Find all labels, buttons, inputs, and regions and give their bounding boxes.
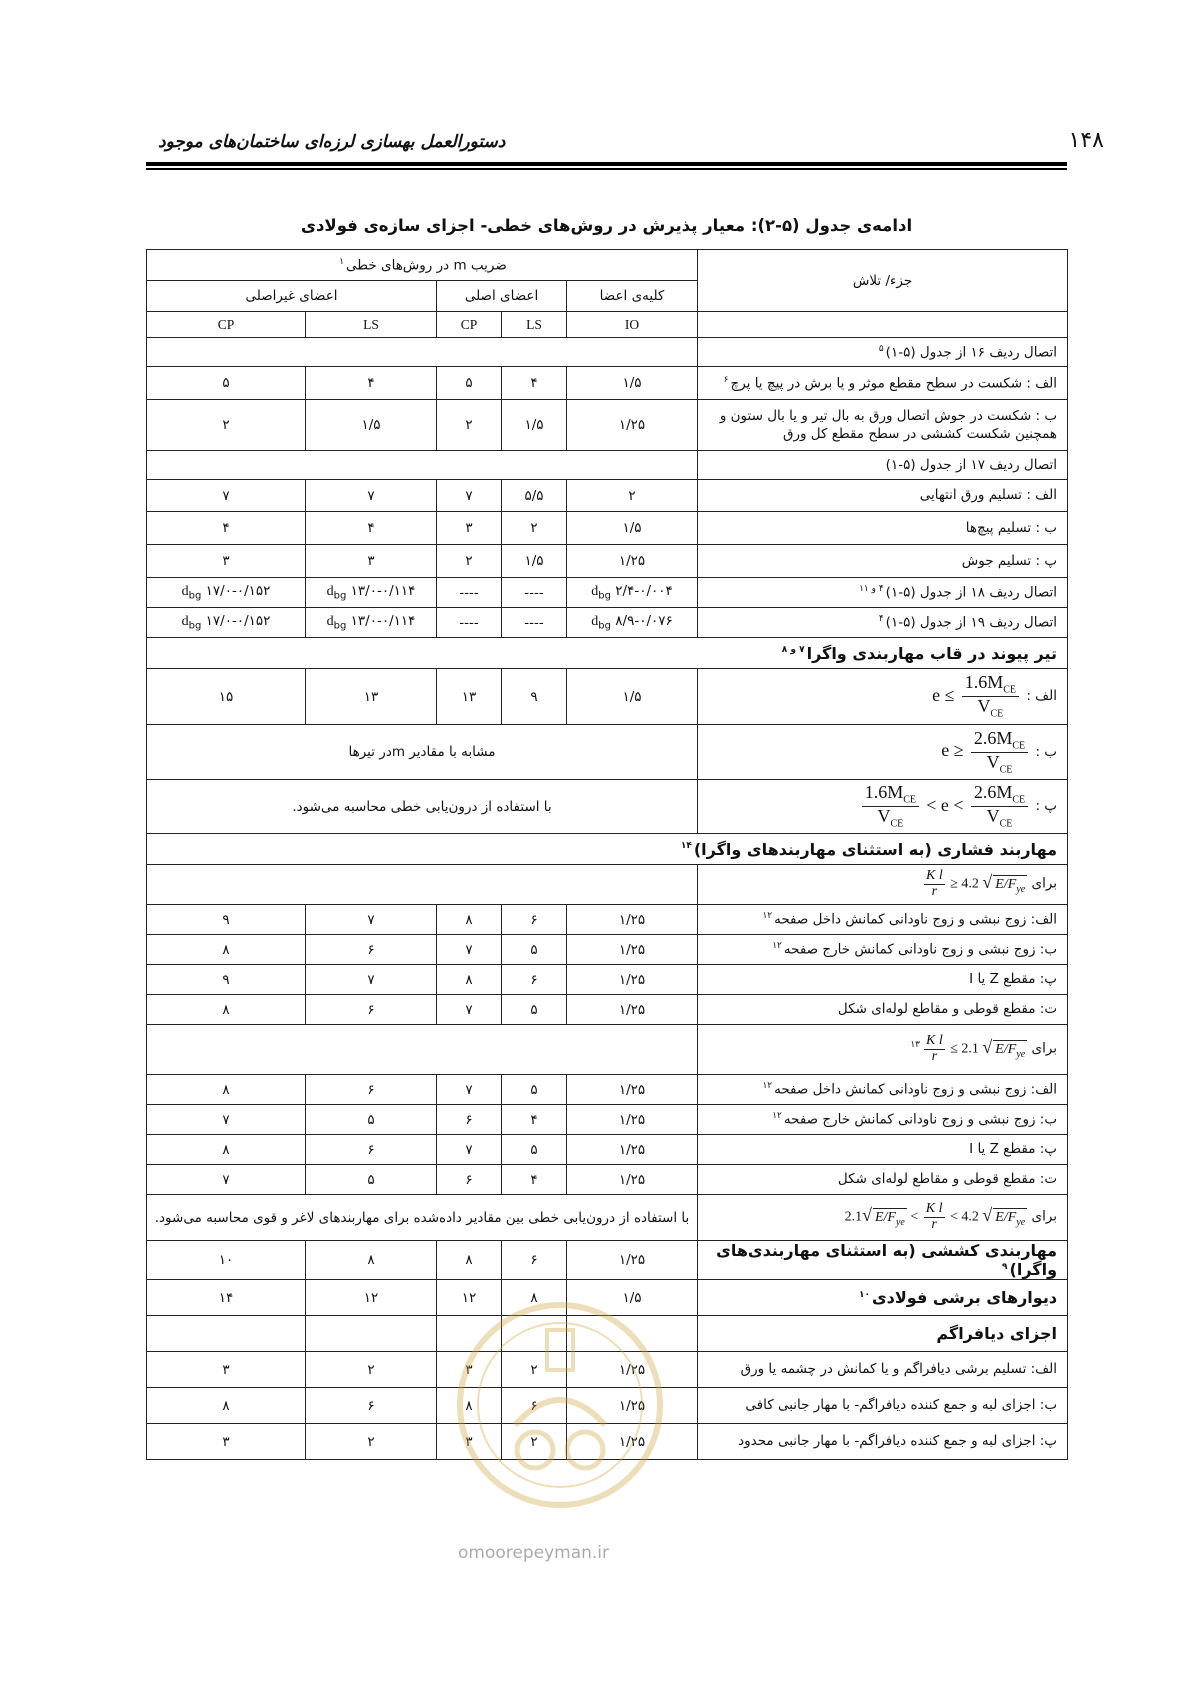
table-row: [147, 512, 1068, 545]
table-row: [147, 905, 1068, 935]
cell-cp-p: ۷: [437, 1075, 502, 1105]
cell-cp-p: ۸: [437, 1241, 502, 1280]
row-label-formula: ب : e ≥ $\frac{2.6M_{CE}}{V_{CE}}$: [698, 725, 1068, 780]
row-label: پ: اجزای لبه و جمع کننده دیافراگم- با مهار جانبی محدود: [698, 1424, 1068, 1460]
cell-ls-s: ۶: [306, 1135, 437, 1165]
cell-io: ۱/۲۵: [567, 1075, 698, 1105]
cell-cp-s: ۸: [147, 1075, 306, 1105]
watermark-seal-icon: [435, 1290, 685, 1520]
cell-cp-s: ۱۵: [147, 669, 306, 725]
group-primary-members: اعضای اصلی: [437, 281, 567, 312]
cell-io: ۱/۲۵: [567, 1105, 698, 1135]
cell-cp-s: ۱۷/۰-۰/۱۵۲ $d_{bg}$: [147, 578, 306, 608]
cell-ls-s: ۸: [306, 1241, 437, 1280]
m-factor-header: ضریب m در روش‌های خطی$^۱$: [147, 250, 698, 281]
perf-cp-secondary: CP: [147, 312, 306, 338]
cell-io: ۱/۲۵: [567, 400, 698, 451]
cell-ls-s: ۱۳: [306, 669, 437, 725]
row-label: ب: زوج نبشی و زوج ناودانی کمانش خارج صفحه$^{۱۲}$: [698, 1105, 1068, 1135]
section-title: تیر پیوند در قاب مهاربندی واگرا$^{۷ و ۸}$: [147, 638, 1068, 669]
table-row: [147, 1195, 1068, 1241]
table-row: [147, 1241, 1068, 1280]
component-header: جزء/ تلاش: [698, 250, 1068, 312]
row-label: اتصال ردیف ۱۷ از جدول (۵-۱): [698, 451, 1068, 480]
cell-cp-s: ۸: [147, 1135, 306, 1165]
row-label: اتصال ردیف ۱۶ از جدول (۵-۱)$^۵$: [698, 338, 1068, 367]
cell-cp-p: ----: [437, 578, 502, 608]
cell-cp-p: ۵: [437, 367, 502, 400]
section-row: [147, 834, 1068, 865]
cell-ls-s: ۶: [306, 935, 437, 965]
cell-io: ۱/۵: [567, 512, 698, 545]
cell-io: ۱/۵: [567, 669, 698, 725]
row-label: الف: تسلیم برشی دیافراگم و یا کمانش در چشمه یا ورق: [698, 1352, 1068, 1388]
cell-cp-s: ۲: [147, 400, 306, 451]
cell-cp-p: ۲: [437, 400, 502, 451]
cell-cp-p: ۷: [437, 935, 502, 965]
cell-ls-s: ۵: [306, 1105, 437, 1135]
row-label: الف: زوج نبشی و زوج ناودانی کمانش داخل صفحه$^{۱۲}$: [698, 905, 1068, 935]
table-row: [147, 995, 1068, 1025]
cell-ls-p: ۹: [502, 669, 567, 725]
row-label: ت: مقطع قوطی و مقاطع لوله‌ای شکل: [698, 995, 1068, 1025]
cell-cp-s: ۱۴: [147, 1280, 306, 1316]
cell-io: ۱/۲۵: [567, 965, 698, 995]
cell-ls-p: ۲: [502, 1352, 567, 1388]
merged-note: مشابه با مقادیر mدر تیرها: [147, 725, 698, 780]
cell-io: ۱/۲۵: [567, 905, 698, 935]
row-label-formula: برای 2.1√ $E/F_{ye}$ < $\frac{\text{K l}}{r}$ < 4.2 √ $E/F_{ye}$: [698, 1195, 1068, 1241]
cell-ls-s: ۷: [306, 480, 437, 512]
cell-cp-p: ۸: [437, 965, 502, 995]
cell-io: ۱/۲۵: [567, 995, 698, 1025]
cell-io: ۱/۵: [567, 1280, 698, 1316]
cell-ls-s: ۱۳/۰-۰/۱۱۴ $d_{bg}$: [306, 608, 437, 638]
cell-io: ۸/۹-۰/۰۷۶ $d_{bg}$: [567, 608, 698, 638]
cell-ls-s: ۶: [306, 1388, 437, 1424]
cell-cp-s: ۵: [147, 367, 306, 400]
cell-io: ۱/۲۵: [567, 1135, 698, 1165]
cell-ls-p: ۵: [502, 935, 567, 965]
perf-io: IO: [567, 312, 698, 338]
row-label: الف : شکست در سطح مقطع موثر و یا برش در پیچ یا پرچ$^۶$: [698, 367, 1068, 400]
table-row: [147, 608, 1068, 638]
row-label: ت: مقطع قوطی و مقاطع لوله‌ای شکل: [698, 1165, 1068, 1195]
row-label: اتصال ردیف ۱۸ از جدول (۵-۱)$^{۴ و ۱۱}$: [698, 578, 1068, 608]
row-label: ب: زوج نبشی و زوج ناودانی کمانش خارج صفحه$^{۱۲}$: [698, 935, 1068, 965]
cell-cp-p: ۳: [437, 512, 502, 545]
cell-cp-s: ۷: [147, 480, 306, 512]
row-label: ب : شکست در جوش اتصال ورق به بال تیر و یا بال ستون و همچنین شکست کششی در سطح مقطع کل ورق: [698, 400, 1068, 451]
table-row: [147, 965, 1068, 995]
cell-cp-s: ۳: [147, 1424, 306, 1460]
table-row: [147, 578, 1068, 608]
cell-cp-s: ۱۰: [147, 1241, 306, 1280]
header-rule-thin: [146, 168, 1067, 170]
cell-ls-s: ۱۳/۰-۰/۱۱۴ $d_{bg}$: [306, 578, 437, 608]
cell-cp-s: ۳: [147, 1352, 306, 1388]
cell-ls-s: ۶: [306, 995, 437, 1025]
cell-ls-s: ۳: [306, 545, 437, 578]
cell-cp-p: ۷: [437, 480, 502, 512]
table-row: [147, 367, 1068, 400]
cell-io: ۲/۴-۰/۰۰۴ $d_{bg}$: [567, 578, 698, 608]
cell-cp-s: ۷: [147, 1165, 306, 1195]
cell-ls-s: ۷: [306, 905, 437, 935]
group-all-members: کلیه‌ی اعضا: [567, 281, 698, 312]
row-label-formula: پ : $\frac{1.6M_{CE}}{V_{CE}}$ < e < $\frac{2.6M_{CE}}{V_{CE}}$: [698, 780, 1068, 834]
running-head: دستورالعمل بهسازی لرزه‌ای ساختمان‌های موجود: [158, 132, 506, 152]
cell-ls-p: ۵: [502, 1075, 567, 1105]
cell-cp-s: ۳: [147, 545, 306, 578]
acceptance-criteria-table: [146, 249, 1068, 1460]
header-rule-thick: [146, 162, 1067, 166]
row-label: ب: اجزای لبه و جمع کننده دیافراگم- با مهار جانبی کافی: [698, 1388, 1068, 1424]
cell-ls-s: ۴: [306, 367, 437, 400]
row-label-formula: برای $^{۱۳}$ $\frac{\text{K l}}{r}$ ≤ 2.1 √ $E/F_{ye}$: [698, 1025, 1068, 1075]
cell-ls-p: ۱/۵: [502, 545, 567, 578]
cell-ls-p: ۵: [502, 995, 567, 1025]
cell-io: ۱/۲۵: [567, 1241, 698, 1280]
cell-ls-p: ۲: [502, 1424, 567, 1460]
merged-note: با استفاده از درون‌یابی خطی محاسبه می‌شود.: [147, 780, 698, 834]
cell-ls-s: ۴: [306, 512, 437, 545]
cell-cp-s: ۴: [147, 512, 306, 545]
row-label: پ: مقطع Z یا I: [698, 965, 1068, 995]
table-row: [147, 1105, 1068, 1135]
header-blank: [698, 312, 1068, 338]
table-title: ادامه‌ی جدول (۵-۲): معیار پذیرش در روش‌های خطی- اجزای سازه‌ی فولادی: [300, 216, 913, 235]
cell-ls-s: ۱/۵: [306, 400, 437, 451]
cell-ls-s: ۲: [306, 1424, 437, 1460]
row-label: الف: زوج نبشی و زوج ناودانی کمانش داخل صفحه$^{۱۲}$: [698, 1075, 1068, 1105]
table-row: [147, 1135, 1068, 1165]
cell-io: ۲: [567, 480, 698, 512]
row-label: پ : تسلیم جوش: [698, 545, 1068, 578]
cell-cp-p: ۳: [437, 1424, 502, 1460]
cell-ls-s: ۷: [306, 965, 437, 995]
table-row: [147, 935, 1068, 965]
cell-ls-p: ۵: [502, 1135, 567, 1165]
cell-ls-p: ۱/۵: [502, 400, 567, 451]
cell-cp-p: ۷: [437, 995, 502, 1025]
table-header-row-1: [147, 250, 1068, 281]
cell-cp-p: ۱۳: [437, 669, 502, 725]
section-title: مهاربند فشاری (به استثنای مهاربندهای واگرا)$^{۱۴}$: [147, 834, 1068, 865]
cell-cp-p: ۳: [437, 1352, 502, 1388]
cell-cp-p: ----: [437, 608, 502, 638]
cell-cp-s: ۸: [147, 1388, 306, 1424]
cell-cp-s: ۹: [147, 965, 306, 995]
cell-cp-p: ۸: [437, 905, 502, 935]
cell-cp-p: ۸: [437, 1388, 502, 1424]
table-row: [147, 1165, 1068, 1195]
perf-cp-primary: CP: [437, 312, 502, 338]
cell-cp-p: ۷: [437, 1135, 502, 1165]
cell-ls-p: ۲: [502, 512, 567, 545]
cell-io: ۱/۲۵: [567, 1352, 698, 1388]
group-secondary-members: اعضای غیراصلی: [147, 281, 437, 312]
table-row: [147, 669, 1068, 725]
cell-io: ۱/۲۵: [567, 545, 698, 578]
row-label: اتصال ردیف ۱۹ از جدول (۵-۱)$^۴$: [698, 608, 1068, 638]
cell-ls-s: ۵: [306, 1165, 437, 1195]
cell-ls-p: ۶: [502, 1241, 567, 1280]
table-row: [147, 1075, 1068, 1105]
row-label: الف : تسلیم ورق انتهایی: [698, 480, 1068, 512]
cell-ls-p: ----: [502, 578, 567, 608]
cell-io: ۱/۲۵: [567, 1388, 698, 1424]
table-row: [147, 400, 1068, 451]
cell-cp-s: ۸: [147, 935, 306, 965]
watermark-url: omoorepeyman.ir: [458, 1543, 610, 1563]
cell-ls-p: ۵/۵: [502, 480, 567, 512]
cell-ls-s: ۲: [306, 1352, 437, 1388]
cell-cp-p: ۶: [437, 1165, 502, 1195]
cell-cp-p: ۲: [437, 545, 502, 578]
cell-ls-p: ۶: [502, 965, 567, 995]
cell-ls-s: ۱۲: [306, 1280, 437, 1316]
table-row: [147, 725, 1068, 780]
perf-ls-secondary: LS: [306, 312, 437, 338]
row-label-formula: الف : e ≤ $\frac{1.6M_{CE}}{V_{CE}}$: [698, 669, 1068, 725]
table-row: [147, 865, 1068, 905]
page-number: ۱۴۸: [1068, 128, 1104, 153]
cell-io: ۱/۲۵: [567, 935, 698, 965]
row-label-section: اجزای دیافراگم: [698, 1316, 1068, 1352]
cell-ls-p: ۴: [502, 367, 567, 400]
row-label-section: دیوارهای برشی فولادی$^{۱۰}$: [698, 1280, 1068, 1316]
table-row: [147, 338, 1068, 367]
cell-cp-p: ۶: [437, 1105, 502, 1135]
cell-io: ۱/۲۵: [567, 1424, 698, 1460]
table-header-row-3: [147, 312, 1068, 338]
cell-cp-s: ۸: [147, 995, 306, 1025]
cell-ls-p: ----: [502, 608, 567, 638]
table-row: [147, 451, 1068, 480]
cell-ls-p: ۶: [502, 1388, 567, 1424]
row-label: ب : تسلیم پیچ‌ها: [698, 512, 1068, 545]
perf-ls-primary: LS: [502, 312, 567, 338]
table-row: [147, 780, 1068, 834]
cell-ls-p: ۴: [502, 1165, 567, 1195]
cell-ls-s: ۶: [306, 1075, 437, 1105]
cell-ls-p: ۸: [502, 1280, 567, 1316]
cell-ls-p: ۶: [502, 905, 567, 935]
cell-cp-s: ۷: [147, 1105, 306, 1135]
table-row: [147, 480, 1068, 512]
cell-io: ۱/۵: [567, 367, 698, 400]
cell-cp-p: ۱۲: [437, 1280, 502, 1316]
cell-cp-s: ۱۷/۰-۰/۱۵۲ $d_{bg}$: [147, 608, 306, 638]
row-label-formula: برای $\frac{\text{K l}}{r}$ ≥ 4.2 √ $E/F_{ye}$: [698, 865, 1068, 905]
cell-ls-p: ۴: [502, 1105, 567, 1135]
table-row: [147, 545, 1068, 578]
cell-cp-s: ۹: [147, 905, 306, 935]
table-row: [147, 1025, 1068, 1075]
section-row: [147, 638, 1068, 669]
cell-io: ۱/۲۵: [567, 1165, 698, 1195]
merged-note: با استفاده از درون‌یابی خطی بین مقادیر داده‌شده برای مهاربندهای لاغر و قوی محاسبه می‌شود.: [147, 1195, 698, 1241]
row-label: پ: مقطع Z یا I: [698, 1135, 1068, 1165]
row-label-section: مهاربندی کششی (به استثنای مهاربندی‌های واگرا)$^۹$: [698, 1241, 1068, 1280]
